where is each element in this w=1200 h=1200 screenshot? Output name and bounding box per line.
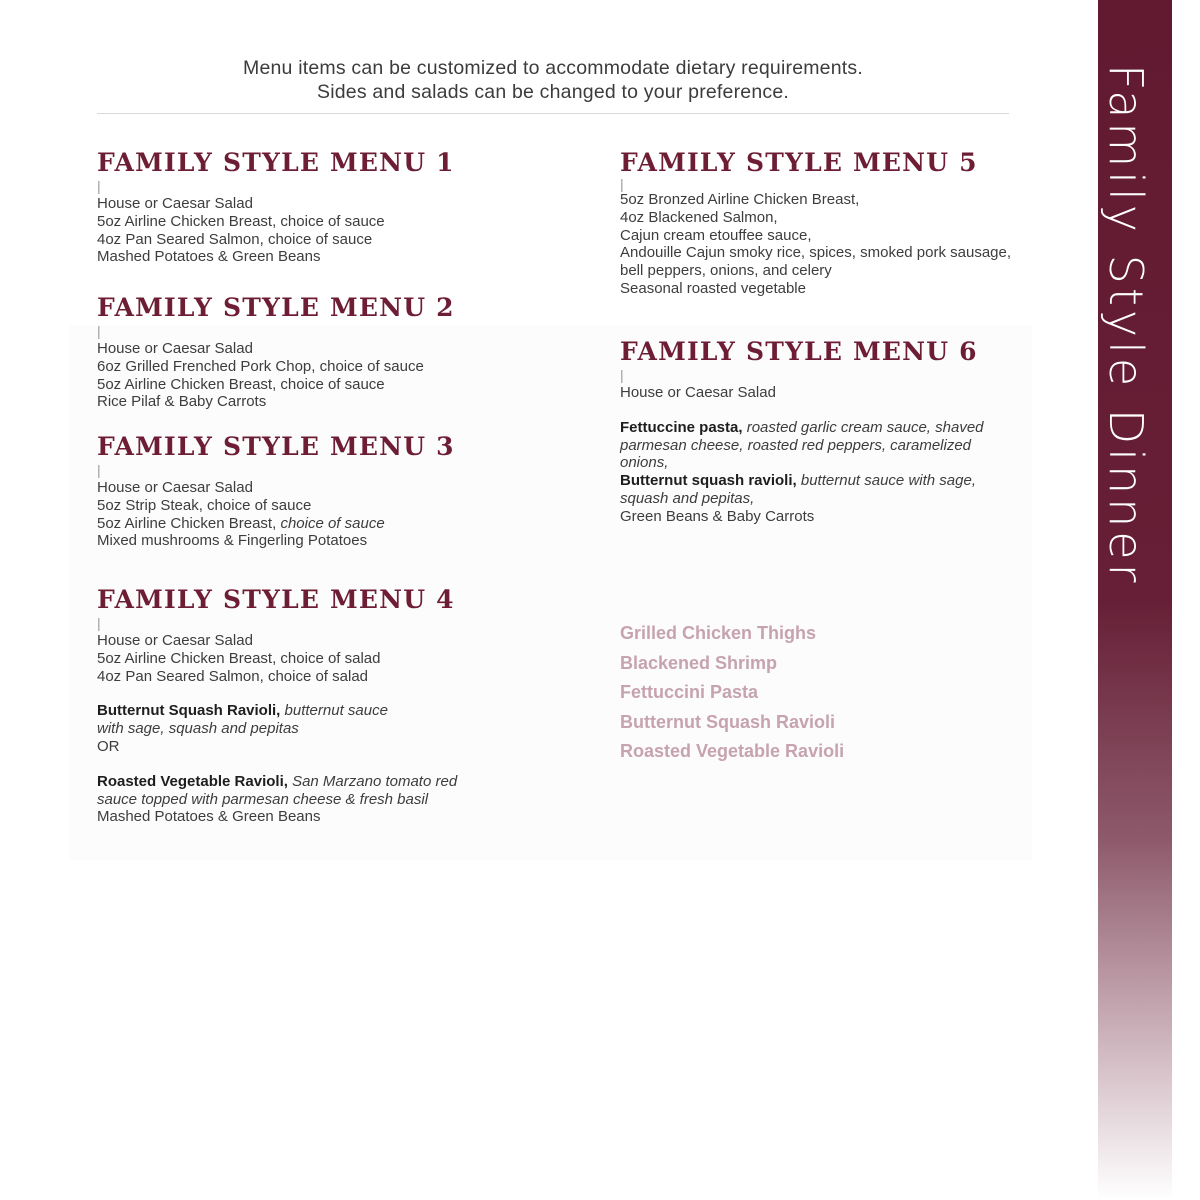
extra-item: Grilled Chicken Thighs — [620, 623, 817, 643]
menu-item: Mashed Potatoes & Green Beans — [97, 808, 321, 826]
menu-1 — [97, 148, 537, 266]
menu-item: Green Beans & Baby Carrots — [620, 507, 815, 525]
option-name: Butternut squash ravioli, — [620, 472, 797, 490]
intro-note — [97, 56, 1009, 104]
extra-item: Fettuccini Pasta — [620, 682, 759, 702]
menu-title: FAMILY STYLE MENU 5 — [620, 148, 978, 177]
intro-line-2: Sides and salads can be changed to your preference. — [316, 81, 789, 103]
menu-divider: | — [97, 462, 101, 478]
menu-item: 5oz Strip Steak, choice of sauce — [97, 496, 312, 514]
menu-item: 5oz Airline Chicken Breast, choice of sauce — [97, 212, 385, 230]
menu-item: 5oz Airline Chicken Breast, choice of sauce — [97, 375, 385, 393]
menu-option — [97, 773, 492, 809]
option-description: butternut sauce with sage, squash and pepitas — [97, 702, 388, 738]
menu-divider: | — [97, 615, 101, 631]
menu-item: Mashed Potatoes & Green Beans — [97, 248, 321, 266]
menu-item: Cajun cream etouffee sauce, — [620, 226, 812, 244]
menu-title: FAMILY STYLE MENU 3 — [97, 432, 455, 461]
menu-title: FAMILY STYLE MENU 6 — [620, 337, 978, 366]
menu-item: House or Caesar Salad — [97, 195, 253, 212]
extras-list — [620, 619, 844, 767]
menu-item: 5oz Airline Chicken Breast, choice of salad — [97, 649, 381, 667]
option-name: Roasted Vegetable Ravioli, — [97, 772, 288, 790]
menu-item: House or Caesar Salad — [620, 384, 776, 401]
menu-divider: | — [97, 178, 101, 194]
extra-item: Roasted Vegetable Ravioli — [620, 741, 845, 761]
menu-item: 4oz Pan Seared Salmon, choice of salad — [97, 667, 369, 685]
menu-item: Seasonal roasted vegetable — [620, 279, 806, 297]
menu-3 — [97, 432, 537, 550]
menu-5 — [620, 148, 1060, 298]
option-name: Butternut Squash Ravioli, — [97, 702, 281, 720]
menu-option — [97, 702, 417, 738]
menu-item: bell peppers, onions, and celery — [620, 262, 832, 280]
sidebar-title: Family Style Dinner — [1099, 64, 1153, 587]
intro-divider — [97, 113, 1009, 114]
menu-item: Rice Pilaf & Baby Carrots — [97, 393, 267, 411]
menu-2 — [97, 293, 537, 411]
menu-item: House or Caesar Salad — [97, 479, 253, 496]
menu-item-text: 5oz Airline Chicken Breast, — [97, 514, 277, 532]
option-description: butternut sauce with sage, squash and pepitas, — [620, 472, 976, 507]
menu-or: OR — [97, 737, 120, 755]
menu-item: House or Caesar Salad — [97, 340, 253, 357]
menu-divider: | — [620, 176, 624, 192]
menu-6 — [620, 337, 1020, 526]
extra-item: Butternut Squash Ravioli — [620, 711, 836, 732]
menu-option — [620, 472, 1015, 508]
menu-item-sauce: choice of sauce — [280, 514, 385, 532]
menu-title: FAMILY STYLE MENU 2 — [97, 293, 455, 322]
menu-title: FAMILY STYLE MENU 4 — [97, 585, 455, 614]
intro-line-1: Menu items can be customized to accommodate dietary requirements. — [243, 57, 863, 79]
menu-item: 4oz Pan Seared Salmon, choice of sauce — [97, 230, 373, 248]
menu-divider: | — [97, 323, 101, 339]
option-name: Fettuccine pasta, — [620, 418, 743, 436]
menu-item: 6oz Grilled Frenched Pork Chop, choice of sauce — [97, 357, 424, 375]
option-description: San Marzano tomato red sauce topped with parmesan cheese & fresh basil — [97, 772, 458, 808]
menu-item: House or Caesar Salad — [97, 632, 253, 649]
menu-item: 5oz Bronzed Airline Chicken Breast, — [620, 191, 860, 208]
menu-item: 4oz Blackened Salmon, — [620, 208, 778, 226]
menu-divider: | — [620, 367, 624, 383]
menu-title: FAMILY STYLE MENU 1 — [97, 148, 455, 177]
menu-item: Andouille Cajun smoky rice, spices, smoked pork sausage, — [620, 244, 1012, 262]
menu-4 — [97, 585, 497, 826]
menu-item: Mixed mushrooms & Fingerling Potatoes — [97, 532, 368, 550]
extra-item: Blackened Shrimp — [620, 652, 778, 673]
option-description: roasted garlic cream sauce, shaved parmesan cheese, roasted red peppers, caramelized onions, — [620, 418, 984, 472]
menu-option — [620, 419, 1015, 472]
menu-item — [97, 515, 537, 533]
